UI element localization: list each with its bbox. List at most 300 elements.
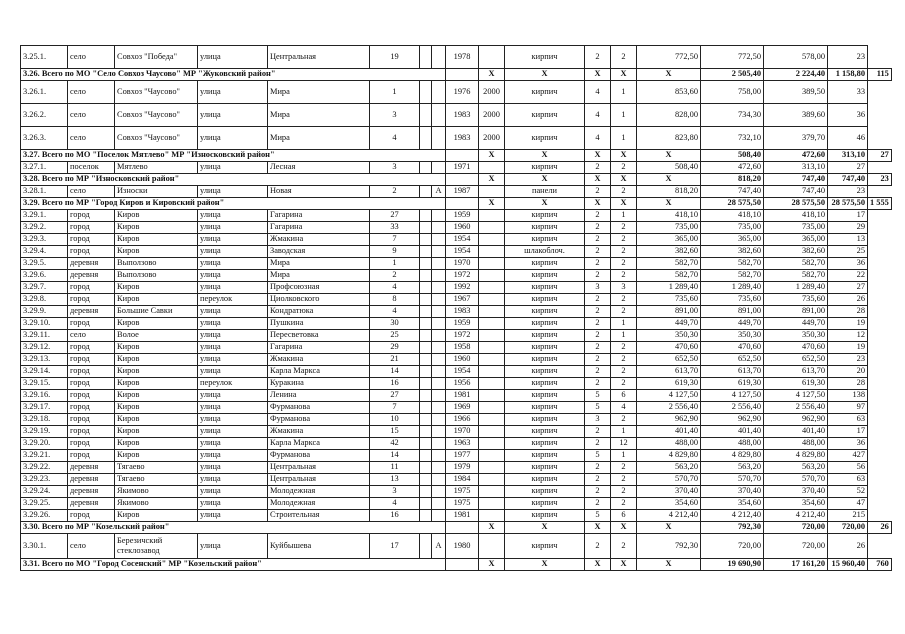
settlement-name: Киров (115, 414, 198, 426)
row-number: 3.29.26. (21, 510, 68, 522)
empty-cell (446, 522, 479, 534)
living-area: 563,20 (701, 462, 764, 474)
house-number: 17 (370, 534, 420, 559)
street-type: улица (198, 390, 268, 402)
x-mark: X (611, 69, 637, 81)
residential-area: 370,40 (764, 486, 828, 498)
building (420, 222, 432, 234)
street-type: переулок (198, 378, 268, 390)
living-area: 4 829,80 (701, 450, 764, 462)
year-built: 1983 (446, 306, 479, 318)
building (420, 378, 432, 390)
empty-cell (446, 174, 479, 186)
street-type: улица (198, 438, 268, 450)
year-built: 1975 (446, 498, 479, 510)
row-number: 3.29.18. (21, 414, 68, 426)
floors: 2 (585, 234, 611, 246)
residential-area: 619,30 (764, 378, 828, 390)
total-area: 4 127,50 (637, 390, 701, 402)
residential-area: 470,60 (764, 342, 828, 354)
housing-table (20, 45, 892, 571)
entrances: 2 (611, 474, 637, 486)
residents: 26 (828, 294, 868, 306)
wall-material: кирпич (505, 390, 585, 402)
residential-area: 313,10 (828, 150, 868, 162)
letter (432, 234, 446, 246)
entrances: 6 (611, 390, 637, 402)
wall-material: кирпич (505, 282, 585, 294)
residents: 29 (828, 222, 868, 234)
total-area: 4 829,80 (637, 450, 701, 462)
street-type: улица (198, 186, 268, 198)
residents: 13 (828, 234, 868, 246)
settlement-name: Киров (115, 426, 198, 438)
year-renovated (479, 306, 505, 318)
entrances: 1 (611, 210, 637, 222)
floors: 2 (585, 186, 611, 198)
table-row (21, 462, 892, 474)
floors: 2 (585, 438, 611, 450)
table-row (21, 378, 892, 390)
settlement-name: Березичский стеклозавод (115, 534, 198, 559)
settlement-name: Киров (115, 282, 198, 294)
street-name: Центральная (268, 46, 370, 69)
street-type: улица (198, 258, 268, 270)
entrances: 2 (611, 294, 637, 306)
house-number: 7 (370, 402, 420, 414)
year-built: 1983 (446, 127, 479, 150)
settlement-name: Мятлево (115, 162, 198, 174)
wall-material: кирпич (505, 81, 585, 104)
row-number: 3.29.3. (21, 234, 68, 246)
residents: 215 (828, 510, 868, 522)
year-renovated (479, 46, 505, 69)
wall-material: кирпич (505, 414, 585, 426)
street-name: Фурманова (268, 402, 370, 414)
house-number: 14 (370, 366, 420, 378)
settlement-type: село (68, 534, 115, 559)
settlement-type: город (68, 246, 115, 258)
table-row (21, 46, 892, 69)
total-area: 823,80 (637, 127, 701, 150)
street-name: Центральная (268, 462, 370, 474)
table-row (21, 234, 892, 246)
living-area: 891,00 (701, 306, 764, 318)
x-mark: X (479, 174, 505, 186)
living-area: 382,60 (701, 246, 764, 258)
living-area: 472,60 (701, 162, 764, 174)
settlement-name: Киров (115, 510, 198, 522)
house-number: 30 (370, 318, 420, 330)
row-number: 3.29.25. (21, 498, 68, 510)
living-area: 4 127,50 (701, 390, 764, 402)
settlement-name: Большие Савки (115, 306, 198, 318)
year-built: 1979 (446, 462, 479, 474)
residential-area: 379,70 (764, 127, 828, 150)
total-area: 2 556,40 (637, 402, 701, 414)
street-name: Куракина (268, 378, 370, 390)
building (420, 282, 432, 294)
living-area: 470,60 (701, 342, 764, 354)
residential-area: 735,00 (764, 222, 828, 234)
year-renovated (479, 438, 505, 450)
table-row (21, 426, 892, 438)
subtotal-row (21, 150, 892, 162)
street-type: улица (198, 222, 268, 234)
year-renovated (479, 234, 505, 246)
residential-area: 720,00 (828, 522, 868, 534)
table-row (21, 402, 892, 414)
total-area: 735,60 (637, 294, 701, 306)
settlement-name: Киров (115, 234, 198, 246)
row-number: 3.26.1. (21, 81, 68, 104)
row-number: 3.29.13. (21, 354, 68, 366)
residents: 28 (828, 306, 868, 318)
entrances: 1 (611, 81, 637, 104)
table-row (21, 534, 892, 559)
year-renovated (479, 366, 505, 378)
residential-area: 350,30 (764, 330, 828, 342)
subtotal-row (21, 198, 892, 210)
residential-area: 747,40 (828, 174, 868, 186)
floors: 2 (585, 222, 611, 234)
street-name: Жмакина (268, 234, 370, 246)
total-area: 2 505,40 (701, 69, 764, 81)
house-number: 16 (370, 510, 420, 522)
entrances: 2 (611, 498, 637, 510)
row-number: 3.29.6. (21, 270, 68, 282)
building (420, 306, 432, 318)
x-mark: X (479, 198, 505, 210)
subtotal-label: 3.29. Всего по МР "Город Киров и Кировский район" (21, 198, 446, 210)
wall-material: кирпич (505, 498, 585, 510)
settlement-name: Киров (115, 378, 198, 390)
residents: 27 (868, 150, 892, 162)
year-built: 1972 (446, 330, 479, 342)
house-number: 8 (370, 294, 420, 306)
settlement-name: Киров (115, 210, 198, 222)
total-area: 370,40 (637, 486, 701, 498)
wall-material: кирпич (505, 462, 585, 474)
settlement-type: город (68, 366, 115, 378)
settlement-name: Киров (115, 354, 198, 366)
settlement-name: Киров (115, 318, 198, 330)
residential-area: 1 289,40 (764, 282, 828, 294)
year-built: 1984 (446, 474, 479, 486)
total-area: 365,00 (637, 234, 701, 246)
residents: 27 (828, 282, 868, 294)
building (420, 498, 432, 510)
entrances: 3 (611, 282, 637, 294)
wall-material: кирпич (505, 306, 585, 318)
floors: 5 (585, 450, 611, 462)
street-type: улица (198, 270, 268, 282)
entrances: 2 (611, 414, 637, 426)
settlement-type: деревня (68, 462, 115, 474)
settlement-name: Киров (115, 342, 198, 354)
x-mark: X (585, 522, 611, 534)
settlement-type: деревня (68, 258, 115, 270)
year-renovated (479, 510, 505, 522)
house-number: 25 (370, 330, 420, 342)
floors: 3 (585, 414, 611, 426)
entrances: 2 (611, 354, 637, 366)
year-renovated (479, 390, 505, 402)
settlement-name: Выползово (115, 270, 198, 282)
living-area: 350,30 (701, 330, 764, 342)
street-type: переулок (198, 294, 268, 306)
wall-material: кирпич (505, 270, 585, 282)
floors: 4 (585, 127, 611, 150)
year-renovated (479, 222, 505, 234)
floors: 2 (585, 258, 611, 270)
residents: 115 (868, 69, 892, 81)
residential-area: 418,10 (764, 210, 828, 222)
x-mark: X (505, 559, 585, 571)
row-number: 3.26.2. (21, 104, 68, 127)
row-number: 3.29.11. (21, 330, 68, 342)
entrances: 2 (611, 186, 637, 198)
subtotal-label: 3.28. Всего по МР "Износковский район" (21, 174, 446, 186)
street-type: улица (198, 450, 268, 462)
settlement-name: Киров (115, 438, 198, 450)
settlement-name: Тягаево (115, 474, 198, 486)
x-mark: X (479, 559, 505, 571)
residential-area: 570,70 (764, 474, 828, 486)
row-number: 3.29.21. (21, 450, 68, 462)
table-row (21, 258, 892, 270)
settlement-name: Киров (115, 294, 198, 306)
year-renovated (479, 450, 505, 462)
building (420, 330, 432, 342)
year-built: 1958 (446, 342, 479, 354)
x-mark: X (479, 150, 505, 162)
building (420, 162, 432, 174)
total-area: 4 212,40 (637, 510, 701, 522)
street-type: улица (198, 127, 268, 150)
living-area: 401,40 (701, 426, 764, 438)
letter (432, 354, 446, 366)
entrances: 2 (611, 258, 637, 270)
settlement-type: село (68, 127, 115, 150)
letter (432, 486, 446, 498)
year-built: 1970 (446, 426, 479, 438)
street-name: Пушкина (268, 318, 370, 330)
table-row (21, 186, 892, 198)
living-area: 772,50 (701, 46, 764, 69)
settlement-type: город (68, 510, 115, 522)
living-area: 747,40 (701, 186, 764, 198)
residents: 33 (828, 81, 868, 104)
entrances: 1 (611, 127, 637, 150)
table-row (21, 318, 892, 330)
year-built: 1954 (446, 246, 479, 258)
row-number: 3.29.20. (21, 438, 68, 450)
street-name: Фурманова (268, 414, 370, 426)
living-area: 1 289,40 (701, 282, 764, 294)
street-type: улица (198, 426, 268, 438)
table-row (21, 486, 892, 498)
house-number: 4 (370, 306, 420, 318)
table-row (21, 450, 892, 462)
wall-material: кирпич (505, 104, 585, 127)
floors: 2 (585, 318, 611, 330)
building (420, 258, 432, 270)
residential-area: 578,00 (764, 46, 828, 69)
total-area: 735,00 (637, 222, 701, 234)
settlement-type: город (68, 282, 115, 294)
residential-area: 582,70 (764, 258, 828, 270)
street-type: улица (198, 246, 268, 258)
street-name: Жмакина (268, 426, 370, 438)
settlement-type: город (68, 390, 115, 402)
row-number: 3.28.1. (21, 186, 68, 198)
residential-area: 382,60 (764, 246, 828, 258)
building (420, 474, 432, 486)
x-mark: X (637, 522, 701, 534)
table-row (21, 282, 892, 294)
settlement-type: город (68, 342, 115, 354)
residents: 138 (828, 390, 868, 402)
year-built: 1975 (446, 486, 479, 498)
house-number: 15 (370, 426, 420, 438)
total-area: 570,70 (637, 474, 701, 486)
street-type: улица (198, 510, 268, 522)
subtotal-label: 3.31. Всего по МО "Город Сосенский" МР "Козельский район" (21, 559, 446, 571)
house-number: 27 (370, 210, 420, 222)
residents: 1 555 (868, 198, 892, 210)
wall-material: кирпич (505, 234, 585, 246)
table-row (21, 438, 892, 450)
total-area: 19 690,90 (701, 559, 764, 571)
entrances: 4 (611, 402, 637, 414)
street-name: Гагарина (268, 222, 370, 234)
year-renovated (479, 426, 505, 438)
table-row (21, 81, 892, 104)
row-number: 3.29.12. (21, 342, 68, 354)
floors: 2 (585, 294, 611, 306)
letter (432, 246, 446, 258)
residents: 52 (828, 486, 868, 498)
year-renovated (479, 498, 505, 510)
floors: 2 (585, 378, 611, 390)
wall-material: кирпич (505, 210, 585, 222)
year-renovated (479, 486, 505, 498)
street-name: Мира (268, 258, 370, 270)
residential-area: 313,10 (764, 162, 828, 174)
total-area: 350,30 (637, 330, 701, 342)
residents: 28 (828, 378, 868, 390)
subtotal-row (21, 522, 892, 534)
residents: 20 (828, 366, 868, 378)
row-number: 3.29.5. (21, 258, 68, 270)
year-built: 1956 (446, 378, 479, 390)
year-renovated (479, 402, 505, 414)
table-row (21, 306, 892, 318)
entrances: 6 (611, 510, 637, 522)
house-number: 4 (370, 282, 420, 294)
settlement-type: поселок (68, 162, 115, 174)
living-area: 365,00 (701, 234, 764, 246)
letter (432, 462, 446, 474)
building (420, 210, 432, 222)
x-mark: X (637, 198, 701, 210)
residents: 27 (828, 162, 868, 174)
row-number: 3.29.22. (21, 462, 68, 474)
letter (432, 330, 446, 342)
letter (432, 282, 446, 294)
street-name: Мира (268, 270, 370, 282)
x-mark: X (637, 69, 701, 81)
living-area: 418,10 (701, 210, 764, 222)
house-number: 10 (370, 414, 420, 426)
x-mark: X (637, 174, 701, 186)
building (420, 462, 432, 474)
residential-area: 389,50 (764, 81, 828, 104)
house-number: 16 (370, 378, 420, 390)
empty-cell (446, 198, 479, 210)
building (420, 534, 432, 559)
building (420, 414, 432, 426)
total-area: 891,00 (637, 306, 701, 318)
house-number: 1 (370, 258, 420, 270)
letter: А (432, 186, 446, 198)
living-area: 17 161,20 (764, 559, 828, 571)
living-area: 582,70 (701, 270, 764, 282)
total-area: 418,10 (637, 210, 701, 222)
street-name: Циолковского (268, 294, 370, 306)
total-area: 508,40 (637, 162, 701, 174)
residential-area: 652,50 (764, 354, 828, 366)
wall-material: кирпич (505, 486, 585, 498)
letter (432, 46, 446, 69)
year-renovated (479, 534, 505, 559)
street-type: улица (198, 414, 268, 426)
letter (432, 258, 446, 270)
settlement-type: город (68, 222, 115, 234)
house-number: 21 (370, 354, 420, 366)
living-area: 962,90 (701, 414, 764, 426)
street-type: улица (198, 474, 268, 486)
floors: 2 (585, 162, 611, 174)
residents: 23 (828, 46, 868, 69)
year-built: 1963 (446, 438, 479, 450)
floors: 2 (585, 462, 611, 474)
street-type: улица (198, 306, 268, 318)
subtotal-label: 3.27. Всего по МО "Поселок Мятлево" МР "Износковский район" (21, 150, 446, 162)
street-type: улица (198, 486, 268, 498)
total-area: 488,00 (637, 438, 701, 450)
year-renovated (479, 210, 505, 222)
floors: 2 (585, 486, 611, 498)
row-number: 3.29.8. (21, 294, 68, 306)
year-renovated (479, 270, 505, 282)
table-body (21, 46, 892, 571)
year-built: 1992 (446, 282, 479, 294)
building (420, 366, 432, 378)
house-number: 14 (370, 450, 420, 462)
building (420, 426, 432, 438)
entrances: 1 (611, 426, 637, 438)
row-number: 3.29.17. (21, 402, 68, 414)
residential-area: 962,90 (764, 414, 828, 426)
living-area: 449,70 (701, 318, 764, 330)
house-number: 27 (370, 390, 420, 402)
building (420, 294, 432, 306)
floors: 2 (585, 426, 611, 438)
floors: 2 (585, 342, 611, 354)
settlement-type: село (68, 186, 115, 198)
